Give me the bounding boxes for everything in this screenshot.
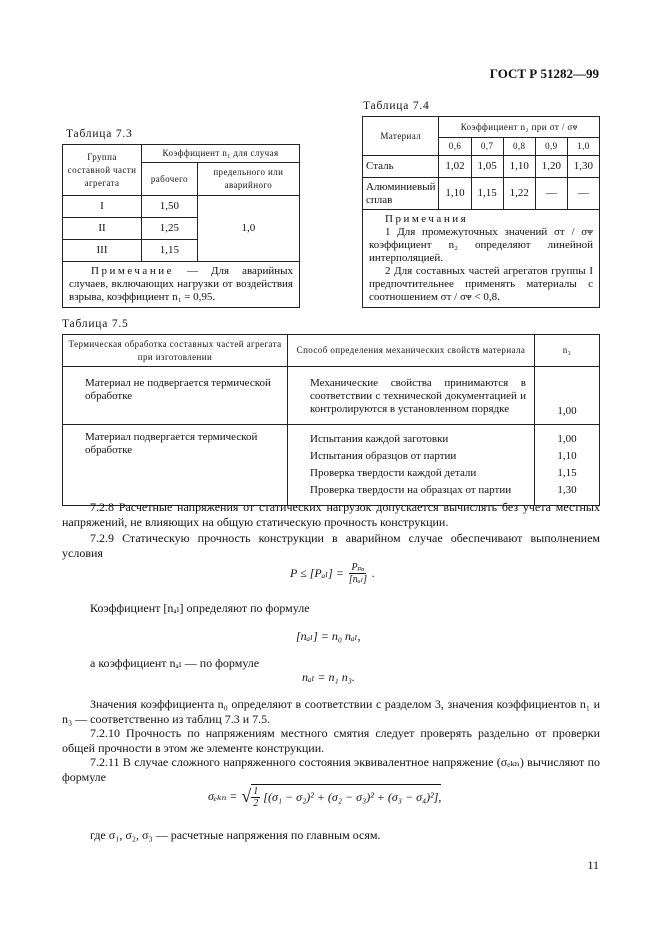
t75-method: Испытания образцов от партии: [310, 450, 457, 462]
t75-row2-values: [535, 425, 600, 506]
table-7-4: [362, 116, 600, 308]
t75-col2-header: Способ определения механических свойств материала: [288, 335, 535, 367]
t74-cell: 1,10: [503, 156, 535, 178]
t74-note-1: 1 Для промежуточных значений σᴛ / σᴪ коэффициент n₂ определяют линейной интерполяцией.: [369, 226, 593, 264]
t74-col1-header: Материал: [363, 117, 439, 156]
t73-limit: 1,0: [197, 196, 299, 262]
paragraph-7-2-10: 7.2.10 Прочность по напряжениям местного смятия следует проверять раздельно от проверки общей прочности в этом же элементе конструкции.: [62, 726, 600, 755]
t73-note: [63, 262, 300, 308]
formula-1-numerator: Pₚₐ: [351, 562, 365, 573]
t75-value: 1,10: [557, 450, 577, 462]
page-number: 11: [587, 858, 599, 872]
t73-work: 1,15: [142, 240, 198, 262]
t75-row1-col2: Механические свойства принимаются в соответствии с технической документацией и контролируются в установленном порядке: [288, 367, 535, 425]
table-7-5-caption: Таблица 7.5: [62, 318, 129, 330]
formula-1: [290, 562, 375, 585]
t74-ratio: 0,7: [471, 138, 503, 156]
formula-1-end: .: [372, 566, 376, 580]
table-7-5: [62, 334, 600, 506]
paragraph-7-2-9: 7.2.9 Статическую прочность конструкции в аварийном случае обеспечивают выполнением условия: [62, 531, 600, 560]
paragraph-coef-2: а коэффициент nₐₗ — по формуле: [90, 656, 260, 670]
t73-col1-header: Группа составной части агрегата: [63, 145, 142, 196]
t74-cell: —: [535, 178, 567, 210]
t75-value: 1,15: [557, 467, 577, 479]
t75-col3-header: n₃: [535, 335, 600, 367]
t75-row1-col1: Материал не подвергается термической обработке: [63, 367, 288, 425]
t75-row2-methods: [288, 425, 535, 506]
t73-group: III: [63, 240, 142, 262]
t74-note-2: 2 Для составных частей агрегатов группы I предпочтительнее применять материалы с соотношением σᴛ / σᴪ < 0,8.: [369, 265, 593, 303]
t74-material: Алюминиевый сплав: [363, 178, 439, 210]
table-7-3: [62, 144, 300, 308]
t73-note-title: Примечание: [91, 265, 174, 277]
t74-notes: [363, 210, 600, 308]
t75-value: 1,30: [557, 484, 577, 496]
t73-note-text: — Для аварийных случаев, включающих нагрузки от воздействия взрыва, коэффициент n₁ = 0,95.: [69, 265, 293, 303]
paragraph-values: Значения коэффициента n₀ определяют в соответствии с разделом 3, значения коэффициентов n₁ и n₃ — соответственно из таблиц 7.3 и 7.5.: [62, 697, 600, 726]
body-text: [62, 500, 600, 560]
formula-4-radicand: [251, 784, 441, 809]
t73-sub1: рабочего: [142, 163, 198, 196]
table-7-3-caption: Таблица 7.3: [66, 128, 133, 140]
t75-method: Испытания каждой заготовки: [310, 433, 449, 445]
t74-cell: 1,20: [535, 156, 567, 178]
formula-4-left: σₑₖₙ =: [208, 789, 238, 803]
formula-1-fraction: [347, 562, 369, 585]
formula-1-denominator: [nₐₗ]: [348, 574, 368, 585]
document-code: ГОСТ Р 51282—99: [489, 66, 599, 81]
t74-cell: 1,05: [471, 156, 503, 178]
t75-value: 1,00: [557, 433, 577, 445]
t74-cell: 1,15: [471, 178, 503, 210]
t74-cell: 1,02: [439, 156, 471, 178]
t73-col2-header: Коэффициент n₁ для случая: [142, 145, 300, 163]
formula-4-body: [(σ₁ − σ₂)² + (σ₂ − σ₃)² + (σ₃ − σ₄)²],: [263, 790, 442, 804]
t74-material: Сталь: [363, 156, 439, 178]
t74-cell: 1,10: [439, 178, 471, 210]
formula-4-fraction: [251, 786, 260, 809]
t73-group: II: [63, 218, 142, 240]
t75-row2-col1: Материал подвергается термической обработке: [63, 425, 288, 506]
formula-1-left: P ≤ [Pₐₗ] =: [290, 566, 344, 580]
paragraph-7-2-11: 7.2.11 В случае сложного напряженного состояния эквивалентное напряжение (σₑₖₙ) вычисляют по формуле: [62, 755, 600, 784]
t74-ratio: 1,0: [567, 138, 599, 156]
t74-note-title: Примечания: [385, 213, 469, 225]
paragraph-7-2-8: 7.2.8 Расчетные напряжения от статических нагрузок допускается вычислять без учета местных напряжений, не влияющих на общую статическую прочность конструкции.: [62, 500, 600, 529]
t74-ratio: 0,8: [503, 138, 535, 156]
t74-ratio: 0,9: [535, 138, 567, 156]
table-7-4-caption: Таблица 7.4: [363, 100, 430, 112]
t75-row1-col3: 1,00: [535, 367, 600, 425]
t74-cell: 1,30: [567, 156, 599, 178]
t73-work: 1,25: [142, 218, 198, 240]
t75-col1-header: Термическая обработка составных частей агрегата при изготовлении: [63, 335, 288, 367]
formula-2: [nₐₗ] = n₀ nₐₗ,: [296, 629, 361, 643]
t74-ratio: 0,6: [439, 138, 471, 156]
t74-col2-header: Коэффициент n₂ при σᴛ / σᴪ: [439, 117, 600, 138]
t74-cell: 1,22: [503, 178, 535, 210]
formula-4-numerator: 1: [253, 786, 259, 797]
sqrt-icon: √: [241, 786, 252, 806]
paragraph-coef-1: Коэффициент [nₐₗ] определяют по формуле: [90, 601, 310, 615]
t73-group: I: [63, 196, 142, 218]
paragraph-where: где σ₁, σ₂, σ₃ — расчетные напряжения по главным осям.: [90, 828, 381, 842]
body-text-2: [62, 697, 600, 784]
formula-4-denominator: 2: [253, 798, 259, 809]
formula-3: nₐₗ = n₁ n₃.: [302, 670, 355, 684]
t73-work: 1,50: [142, 196, 198, 218]
formula-4: [208, 784, 441, 809]
t73-sub2: предельного или аварийного: [197, 163, 299, 196]
t74-cell: —: [567, 178, 599, 210]
t75-method: Проверка твердости на образцах от партии: [310, 484, 512, 496]
t75-method: Проверка твердости каждой детали: [310, 467, 477, 479]
